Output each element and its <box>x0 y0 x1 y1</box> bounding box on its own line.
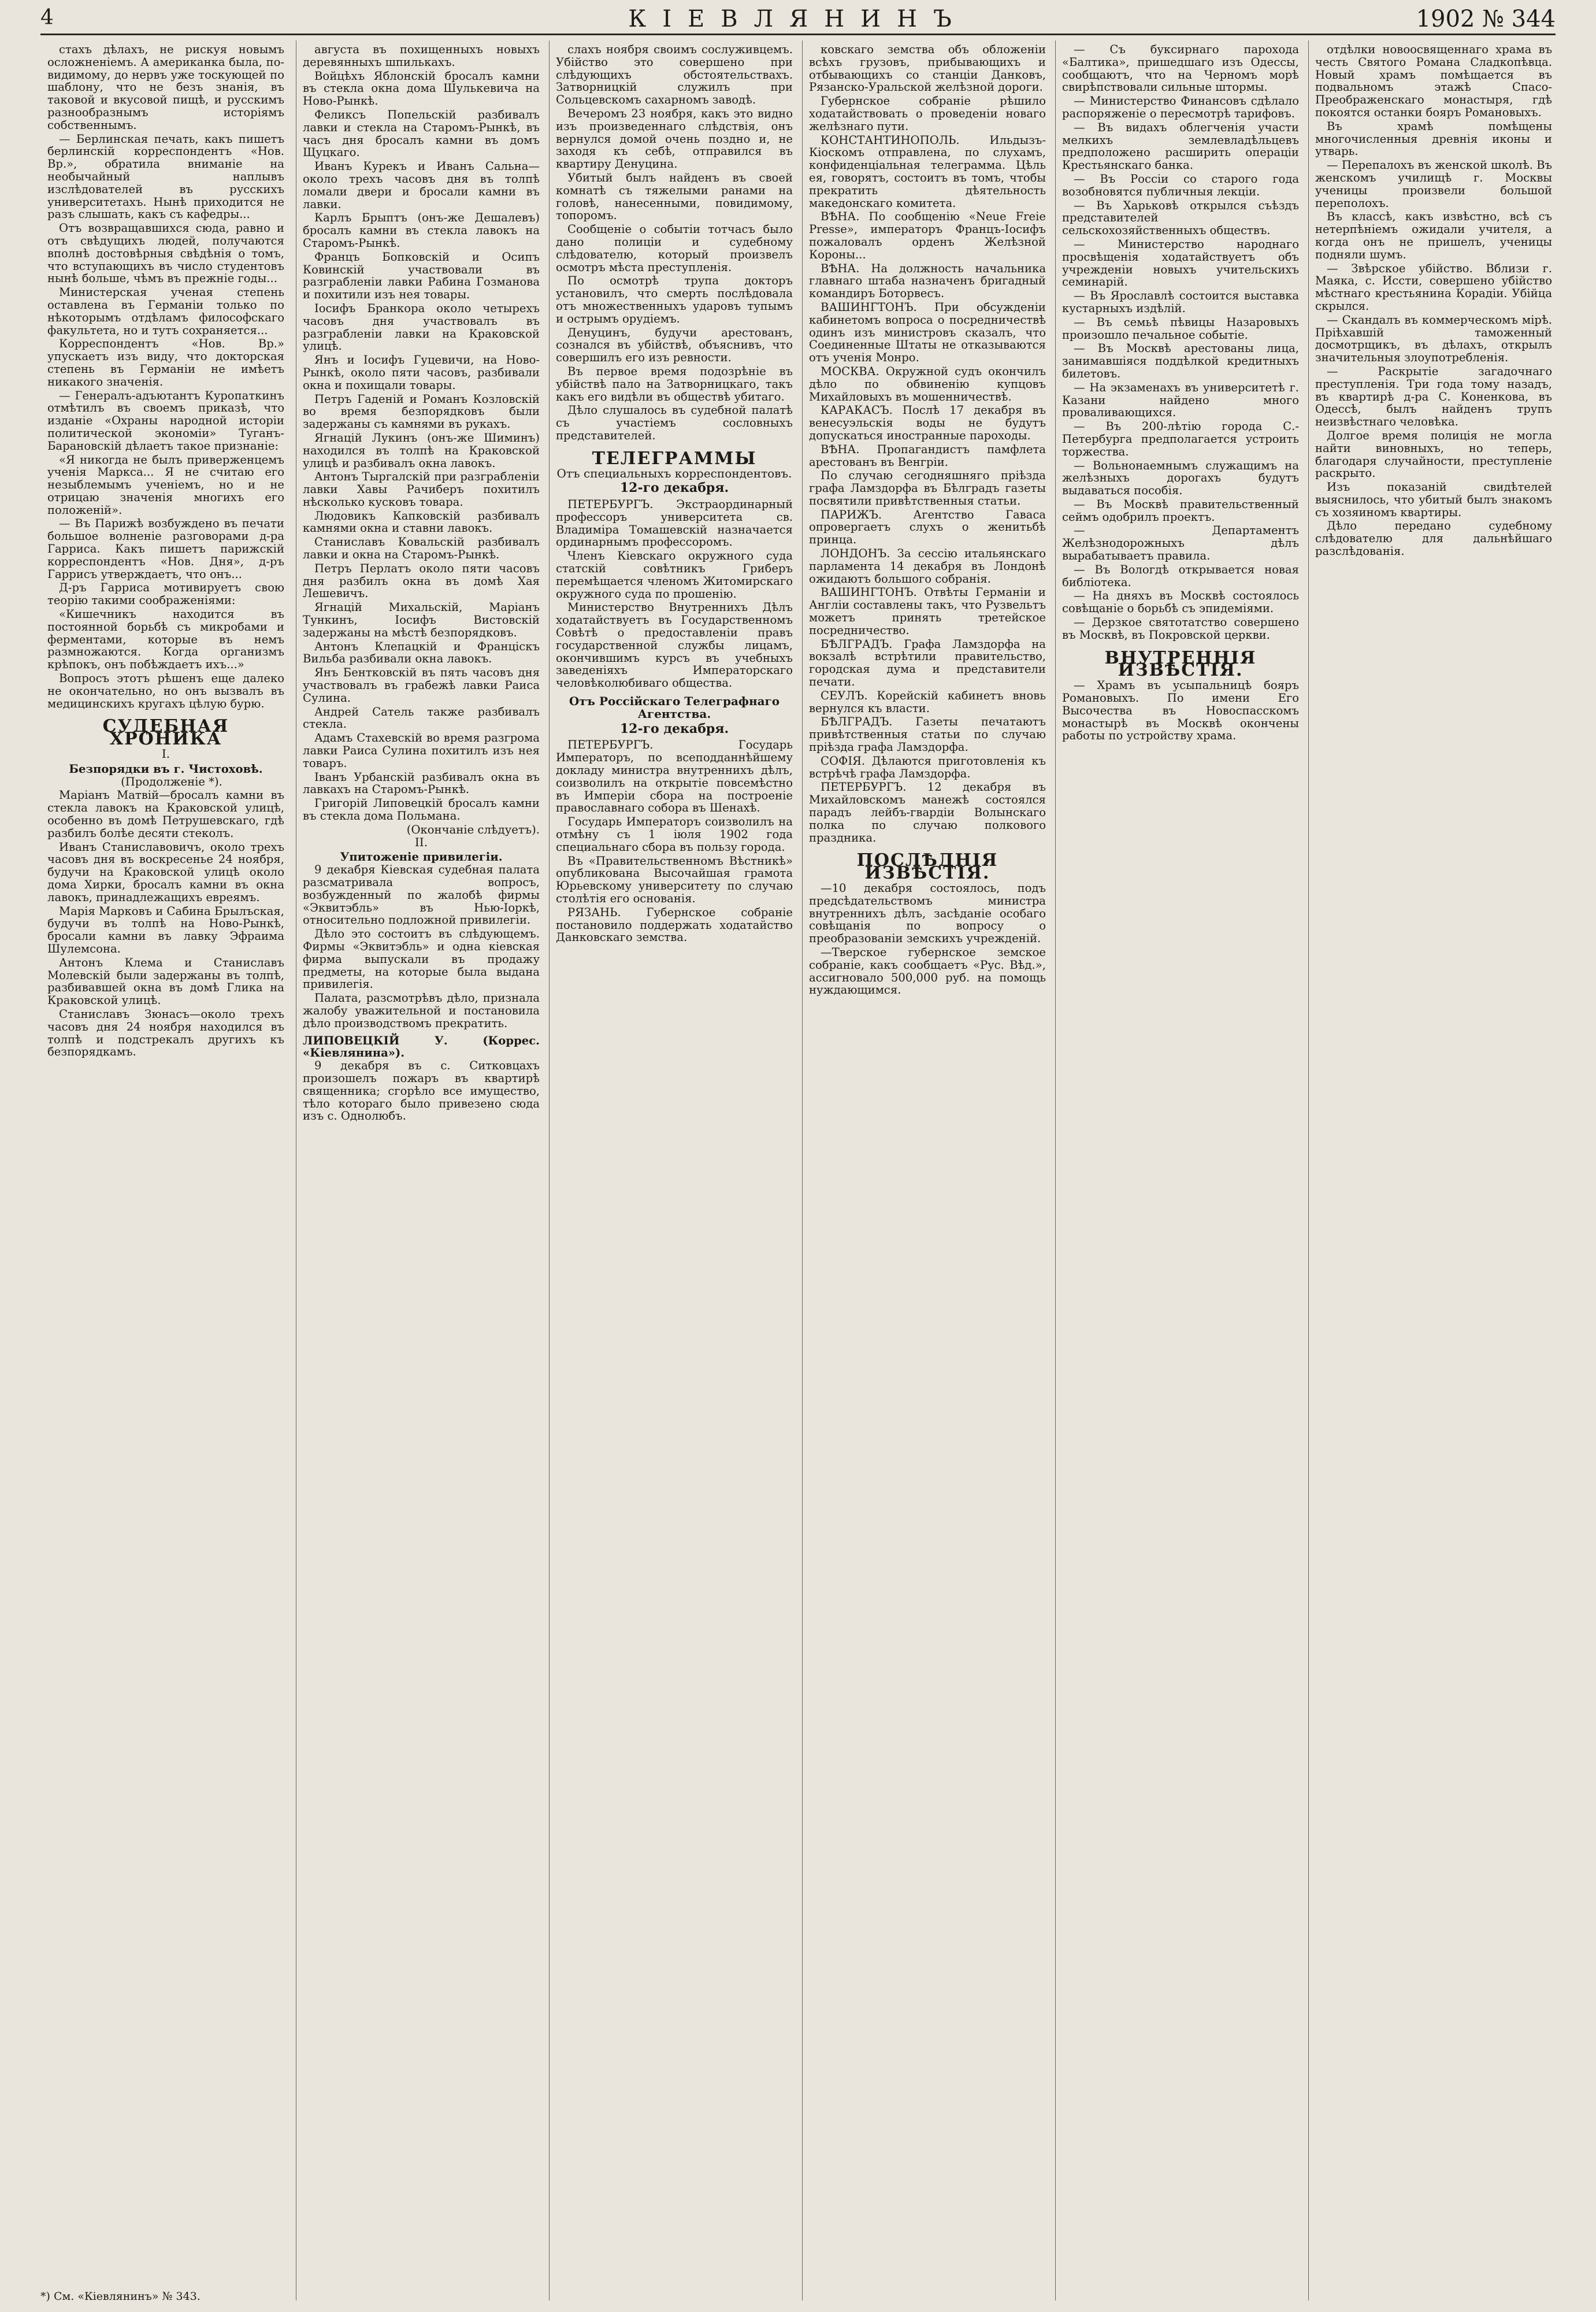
article-paragraph: Иванъ Курекъ и Иванъ Сальна—около трехъ часовъ дня въ толпѣ ломали двери и бросали камни въ лавки. <box>303 160 540 211</box>
article-paragraph: Людовикъ Капковскій разбивалъ камнями окна и ставни лавокъ. <box>303 509 540 535</box>
agency-title: Отъ Россійскаго Телеграфнаго Агентства. <box>569 694 780 721</box>
article-paragraph: — Въ 200-лѣтію города С.-Петербурга предполагается устроить торжества. <box>1062 420 1299 458</box>
section-title: ПОСЛѢДНІЯ ИЗВѢСТІЯ. <box>856 850 999 884</box>
article-paragraph: Петръ Перлатъ около пяти часовъ дня разбилъ окна въ домѣ Хая Лешевичъ. <box>303 561 540 601</box>
column-divider <box>1055 40 1056 2300</box>
article-paragraph: МОСКВА. Окружной судъ окончилъ дѣло по обвиненію купцовъ Михайловыхъ въ мошенничествѣ. <box>809 364 1046 403</box>
page-number: 4 <box>40 6 54 29</box>
continuation-note: (Окончаніе слѣдуетъ). <box>406 822 540 836</box>
article-paragraph: (Продолженіе *). <box>121 775 222 788</box>
article-paragraph: 9 декабря въ с. Ситковцахъ произошелъ пожаръ въ квартирѣ священника; сгорѣло все имущество, тѣло котораго было привезено сюда изъ с. Однолюбъ. <box>303 1059 540 1123</box>
article-paragraph: — Министерство народнаго просвѣщенія ходатайствуетъ объ учрежденіи новыхъ учительскихъ семинарій. <box>1062 237 1299 289</box>
article-paragraph: — Департаментъ Желѣзнодорожныхъ дѣлъ вырабатываетъ правила. <box>1062 524 1299 563</box>
article-paragraph: Министерство Внутреннихъ Дѣлъ ходатайствуетъ въ Государственномъ Совѣтѣ о предоставленіи правъ государственной службы лицамъ, окончившимъ курсъ въ учебныхъ заведеніяхъ Императорскаго человѣколюбиваго общества. <box>556 601 793 690</box>
article-paragraph: — На экзаменахъ въ университетѣ г. Казани найдено много проваливающихся. <box>1062 380 1299 420</box>
section-heading: Упитоженіе привилегіи. <box>340 850 503 864</box>
section-heading: Безпорядки въ г. Чистоховѣ. <box>69 762 263 776</box>
article-paragraph: ВѢНА. По сообщенію «Neue Freie Presse», императоръ Францъ-Іосифъ пожаловалъ орденъ Желѣзной Короны... <box>809 210 1046 261</box>
article-paragraph: Денуцинъ, будучи арестованъ, сознался въ убійствѣ, объяснивъ, что совершилъ его изъ ревности. <box>556 325 793 365</box>
article-paragraph: Корреспондентъ «Нов. Вр.» упускаетъ изъ виду, что докторская степень въ Германіи не имѣетъ никакого значенія. <box>47 337 284 388</box>
article-paragraph: Адамъ Стахевскій во время разгрома лавки Раиса Сулина похитилъ изъ нея товаръ. <box>303 731 540 770</box>
article-paragraph: ВѢНА. На должность начальника главнаго штаба назначенъ бригадный командиръ Боторвесъ. <box>809 261 1046 301</box>
article-paragraph: ЛОНДОНЪ. За сессію итальянскаго парламента 14 декабря въ Лондонѣ ожидаютъ большого собранія. <box>809 547 1046 586</box>
article-paragraph: августа въ похищенныхъ новыхъ деревянныхъ шпилькахъ. <box>303 43 540 69</box>
article-paragraph: Вопросъ этотъ рѣшенъ еще далеко не окончательно, но онъ вызвалъ въ медицинскихъ кругахъ цѣлую бурю. <box>47 672 284 710</box>
article-paragraph: Дѣло передано судебному слѣдователю для дальнѣйшаго разслѣдованія. <box>1315 519 1552 558</box>
article-paragraph: Вечеромъ 23 ноября, какъ это видно изъ произведеннаго слѣдствія, онъ вернулся домой очень поздно и, не заходя къ себѣ, отправился въ квартиру Денуцина. <box>556 106 793 171</box>
article-paragraph: — Съ буксирнаго парохода «Балтика», пришедшаго изъ Одессы, сообщаютъ, что на Черномъ морѣ свирѣпствовали сильные штормы. <box>1062 43 1299 94</box>
article-paragraph: — Перепалохъ въ женской школѣ. Въ женскомъ училищѣ г. Москвы ученицы произвели большой переполохъ. <box>1315 158 1552 210</box>
article-paragraph: Въ храмѣ помѣщены многочисленныя древнія иконы и утварь. <box>1315 119 1552 158</box>
article-paragraph: Дѣло это состоитъ въ слѣдующемъ. Фирмы «Эквитэбль» и одна кіевская фирма выпускали въ продажу предметы, на которые была выдана привилегія. <box>303 927 540 991</box>
article-paragraph: Въ классѣ, какъ извѣстно, всѣ съ нетерпѣніемъ ожидали учителя, а когда онъ не пришелъ, ученицы подняли шумъ. <box>1315 210 1552 261</box>
article-paragraph: ВѢНА. Пропагандистъ памфлета арестованъ въ Венгріи. <box>809 442 1046 469</box>
article-paragraph: Станиславъ Ковальскій разбивалъ лавки и окна на Старомъ-Рынкѣ. <box>303 535 540 562</box>
article-paragraph: — Въ семьѣ пѣвицы Назаровыхъ произошло печальное событіе. <box>1062 315 1299 342</box>
article-paragraph: Въ «Правительственномъ Вѣстникѣ» опубликована Высочайшая грамота Юрьевскому университету по случаю столѣтія его основанія. <box>556 854 793 905</box>
article-paragraph: — Скандалъ въ коммерческомъ мірѣ. Пріѣхавшій таможенный досмотрщикъ, въ дѣлахъ, открылъ значительныя злоупотребленія. <box>1315 313 1552 365</box>
article-paragraph: ковскаго земства объ обложеніи всѣхъ грузовъ, прибывающихъ и отбывающихъ со станціи Данковъ, Рязанско-Уральской желѣзной дороги. <box>809 43 1046 94</box>
article-paragraph: — Раскрытіе загадочнаго преступленія. Три года тому назадъ, въ квартирѣ д-ра С. Коненкова, въ Одессѣ, былъ найденъ трупъ неизвѣстнаго человѣка. <box>1315 364 1552 429</box>
article-paragraph: — Въ Харьковѣ открылся съѣздъ представителей сельскохозяйственныхъ обществъ. <box>1062 198 1299 238</box>
newspaper-title: КІЕВЛЯНИНЪ <box>628 6 968 32</box>
article-paragraph: ПЕТЕРБУРГЪ. Государь Императоръ, по всеподданнѣйшему докладу министра внутреннихъ дѣлъ, соизволилъ на открытіе повсемѣстно въ Имперіи сбора на построеніе православнаго собора въ Шенахѣ. <box>556 738 793 815</box>
article-paragraph: Іосифъ Бранкора около четырехъ часовъ дня участвовалъ въ разграбленіи лавки на Краковской улицѣ. <box>303 301 540 353</box>
article-paragraph: Изъ показаній свидѣтелей выяснилось, что убитый былъ знакомъ съ хозяиномъ квартиры. <box>1315 480 1552 519</box>
header-rule <box>40 34 1556 35</box>
article-paragraph: Д-ръ Гарриса мотивируетъ свою теорію такими соображеніями: <box>47 581 284 607</box>
column-1 <box>47 43 284 2298</box>
article-paragraph: — На дняхъ въ Москвѣ состоялось совѣщаніе о борьбѣ съ эпидеміями. <box>1062 589 1299 616</box>
article-paragraph: СОФІЯ. Дѣлаются приготовленія къ встрѣчѣ графа Ламздорфа. <box>809 754 1046 780</box>
section-title: ВНУТРЕННІЯ ИЗВѢСТІЯ. <box>1104 647 1257 681</box>
article-paragraph: Долгое время полиція не могла найти виновныхъ, но теперь, благодаря случайности, преступленіе раскрыто. <box>1315 428 1552 480</box>
article-paragraph: — Вольнонаемнымъ служащимъ на желѣзныхъ дорогахъ будутъ выдаваться пособія. <box>1062 458 1299 498</box>
column-divider <box>802 40 803 2300</box>
article-paragraph: «Я никогда не былъ приверженцемъ ученія Маркса... Я не считаю его незыблемымъ ученіемъ, но и не отрицаю значенія многихъ его положеній». <box>47 453 284 517</box>
section-date: 12-го декабря. <box>619 480 729 496</box>
article-paragraph: —10 декабря состоялось, подъ предсѣдательствомъ министра внутреннихъ дѣлъ, засѣданіе особаго совѣщанія по вопросу о преобразованіи земскихъ учрежденій. <box>809 881 1046 946</box>
article-paragraph: По случаю сегодняшняго пріѣзда графа Ламздорфа въ Бѣлградъ газеты посвятили привѣтственныя статьи. <box>809 469 1046 507</box>
article-paragraph: — Дерзкое святотатство совершено въ Москвѣ, въ Покровской церкви. <box>1062 616 1299 642</box>
issue-number: 1902 № 344 <box>1416 6 1556 32</box>
article-paragraph: ПАРИЖЪ. Агентство Гаваса опровергаетъ слухъ о женитьбѣ принца. <box>809 507 1046 547</box>
section-title: ТЕЛЕГРАММЫ <box>592 448 757 469</box>
article-paragraph: — Въ Ярославлѣ состоится выставка кустарныхъ издѣлій. <box>1062 289 1299 315</box>
article-paragraph: КАРАКАСЪ. Послѣ 17 декабря въ венесуэльскія воды не будутъ допускаться иностранные пароходы. <box>809 403 1046 442</box>
article-paragraph: Антонъ Клепацкій и Франціскъ Вильба разбивали окна лавокъ. <box>303 639 540 666</box>
article-paragraph: Антонъ Тыргалскій при разграбленіи лавки Хавы Рачиберъ похитилъ нѣсколько кусковъ товара. <box>303 470 540 509</box>
correspondence-heading: ЛИПОВЕЦКІЙ У. (Коррес. «Кіевлянина»). <box>303 1033 540 1060</box>
article-paragraph: Григорій Липовецкій бросалъ камни въ стекла дома Польмана. <box>303 796 540 823</box>
article-paragraph: Антонъ Клема и Станиславъ Молевскій были задержаны въ толпѣ, разбивавшей окна въ домѣ Глика на Краковской улицѣ. <box>47 955 284 1007</box>
article-paragraph: слахъ ноября своимъ сослуживцемъ. Убійство это совершено при слѣдующихъ обстоятельствахъ. Затворницкій служилъ при Сольцевскомъ сахарномъ заводѣ. <box>556 43 793 107</box>
article-paragraph: Янъ Бентковскій въ пять часовъ дня участвовалъ въ грабежѣ лавки Раиса Сулина. <box>303 666 540 705</box>
article-paragraph: отдѣлки новоосвященнаго храма въ честь Святого Романа Сладкопѣвца. Новый храмъ помѣщается въ подвальномъ этажѣ Спасо-Преображенскаго монастыря, гдѣ покоятся останки бояръ Романовыхъ. <box>1315 43 1552 119</box>
article-paragraph: Членъ Кіевскаго окружного суда статскій совѣтникъ Гриберъ перемѣщается членомъ Житомирскаго окружного суда по прошенію. <box>556 549 793 601</box>
article-paragraph: ВАШИНГТОНЪ. При обсужденіи кабинетомъ вопроса о посредничествѣ одинъ изъ министровъ сказалъ, что Соединенные Штаты не отказываются отъ ученія Монро. <box>809 300 1046 365</box>
section-number: I. <box>161 747 170 761</box>
article-paragraph: — Министерство Финансовъ сдѣлало распоряженіе о пересмотрѣ тарифовъ. <box>1062 94 1299 120</box>
article-paragraph: — Въ видахъ облегченія участи мелкихъ землевладѣльцевъ предположено расширить операціи Крестьянскаго банка. <box>1062 120 1299 172</box>
article-paragraph: Ягнацій Лукинъ (онъ-же Шиминъ) находился въ толпѣ на Краковской улицѣ и разбивалъ окна лавокъ. <box>303 431 540 470</box>
section-title: СУДЕБНАЯ ХРОНИКА <box>102 716 229 750</box>
article-paragraph: — Въ Москвѣ арестованы лица, занимавшіяся поддѣлкой кредитныхъ билетовъ. <box>1062 342 1299 380</box>
footnote: *) См. «Кіевлянинъ» № 343. <box>40 2290 201 2303</box>
article-paragraph: Войцѣхъ Яблонскій бросалъ камни въ стекла окна дома Шулькевича на Ново-Рынкѣ. <box>303 69 540 108</box>
column-5 <box>1062 43 1299 2298</box>
article-paragraph: Сообщеніе о событіи тотчасъ было дано полиціи и судебному слѣдователю, который произвелъ осмотръ мѣста преступленія. <box>556 223 793 274</box>
article-paragraph: ВАШИНГТОНЪ. Отвѣты Германіи и Англіи составлены такъ, что Рузвельтъ можетъ принять третейское посредничество. <box>809 586 1046 637</box>
column-divider <box>549 40 550 2300</box>
article-paragraph: — Звѣрское убійство. Вблизи г. Маяка, с. Иссти, совершено убійство мѣстнаго крестьянина Корадіи. Убійца скрылся. <box>1315 261 1552 313</box>
section-number: II. <box>414 835 428 849</box>
article-paragraph: — Храмъ въ усыпальницѣ бояръ Романовыхъ. По имени Его Высочества въ Новоспасскомъ монастырѣ въ Москвѣ окончены работы по устройству храма. <box>1062 679 1299 743</box>
article-paragraph: — Берлинская печать, какъ пишетъ берлинскій корреспондентъ «Нов. Вр.», обратила вниманіе на необычайный наплывъ изслѣдователей въ русскихъ университетахъ. Нынѣ приходится не разъ слышать, какъ съ кафедры... <box>47 132 284 221</box>
article-paragraph: Петръ Гаденій и Романъ Козловскій во время безпорядковъ были задержаны съ камнями въ рукахъ. <box>303 392 540 431</box>
agency-date: 12-го декабря. <box>619 721 729 736</box>
article-paragraph: Дѣло слушалось въ судебной палатѣ съ участіемъ сословныхъ представителей. <box>556 403 793 442</box>
column-6 <box>1315 43 1552 2298</box>
article-paragraph: БѢЛГРАДЪ. Графа Ламздорфа на вокзалѣ встрѣтили правительство, городская дума и представители печати. <box>809 637 1046 689</box>
article-paragraph: стахъ дѣлахъ, не рискуя новымъ осложненіемъ. А американка была, по-видимому, до нервъ уже тоскующей по шаблону, что не безъ знанія, въ таковой и вкусовой пищѣ, и русскимъ разнообразнымъ исторіямъ собственнымъ. <box>47 43 284 132</box>
page-header <box>40 6 1556 35</box>
article-paragraph: КОНСТАНТИНОПОЛЬ. Ильдызъ-Кіоскомъ отправлена, по слухамъ, конфиденціальная телеграмма. Цѣль ея, говорятъ, состоитъ въ томъ, чтобы прекратить дѣятельность македонскаго комитета. <box>809 133 1046 210</box>
article-paragraph: «Кишечникъ находится въ постоянной борьбѣ съ микробами и ферментами, которые въ немъ размножаются. Когда организмъ крѣпокъ, онъ побѣждаетъ ихъ...» <box>47 607 284 672</box>
article-paragraph: Государь Императоръ соизволилъ на отмѣну съ 1 іюля 1902 года специальнаго сбора въ пользу города. <box>556 815 793 854</box>
article-paragraph: Янъ и Іосифъ Гуцевичи, на Ново-Рынкѣ, около пяти часовъ, разбивали окна и похищали товары. <box>303 353 540 392</box>
article-paragraph: Въ первое время подозрѣніе въ убійствѣ пало на Затворницкаго, такъ какъ его видѣли въ обществѣ убитаго. <box>556 364 793 403</box>
article-paragraph: ПЕТЕРБУРГЪ. Экстраординарный профессоръ университета св. Владиміра Томашевскій назначается ординарнымъ профессоромъ. <box>556 498 793 549</box>
article-paragraph: Убитый былъ найденъ въ своей комнатѣ съ тяжелыми ранами на головѣ, нанесенными, повидимому, топоромъ. <box>556 171 793 223</box>
article-paragraph: Губернское собраніе рѣшило ходатайствовать о проведеніи новаго желѣзнаго пути. <box>809 94 1046 133</box>
column-3 <box>556 43 793 2298</box>
column-divider <box>1308 40 1309 2300</box>
article-paragraph: Отъ возвращавшихся сюда, равно и отъ свѣдущихъ людей, получаются вполнѣ достовѣрныя свѣдѣнія о томъ, что вступающихъ въ число студентовъ нынѣ больше, чѣмъ въ прежніе годы... <box>47 221 284 286</box>
article-paragraph: —Тверское губернское земское собраніе, какъ сообщаетъ «Рус. Вѣд.», ассигновало 500,000 руб. на помощь нуждающимся. <box>809 945 1046 997</box>
article-paragraph: Палата, разсмотрѣвъ дѣло, признала жалобу уважительной и постановила дѣло производствомъ прекратить. <box>303 991 540 1030</box>
article-paragraph: — Въ Москвѣ правительственный сеймъ одобрилъ проектъ. <box>1062 497 1299 524</box>
article-paragraph: РЯЗАНЬ. Губернское собраніе постановило поддержать ходатайство Данковскаго земства. <box>556 905 793 944</box>
article-paragraph: — Генералъ-адъютантъ Куропаткинъ отмѣтилъ въ своемъ приказѣ, что изданіе «Охраны народной исторіи политической экономіи» Туганъ-Барановскій дѣлаетъ такое признаніе: <box>47 388 284 453</box>
article-paragraph: Министерская ученая степень оставлена въ Германіи только по нѣкоторымъ отдѣламъ философскаго факультета, но и тутъ сохраняется... <box>47 286 284 337</box>
article-paragraph: СЕУЛЪ. Корейскій кабинетъ вновь вернулся къ власти. <box>809 688 1046 715</box>
article-paragraph: Маріанъ Матвій—бросалъ камни въ стекла лавокъ на Краковской улицѣ, особенно въ домѣ Петрушевскаго, гдѣ разбилъ болѣе десяти стеколъ. <box>47 788 284 840</box>
article-paragraph: БѢЛГРАДЪ. Газеты печатаютъ привѣтственныя статьи по случаю пріѣзда графа Ламздорфа. <box>809 715 1046 754</box>
article-paragraph: Марія Марковъ и Сабина Брылъская, будучи въ толпѣ на Ново-Рынкѣ, бросали камни въ лавку Эфраима Шулемсона. <box>47 904 284 955</box>
article-paragraph: — Въ Вологдѣ открывается новая библіотека. <box>1062 562 1299 589</box>
article-paragraph: Францъ Бопковскій и Осипъ Ковинскій участвовали въ разграбленіи лавки Рабина Гозманова и похитили изъ нея товары. <box>303 250 540 302</box>
article-paragraph: — Въ Россіи со старого года возобновятся публичныя лекціи. <box>1062 172 1299 198</box>
article-paragraph: Андрей Сатель также разбивалъ стекла. <box>303 705 540 731</box>
article-paragraph: ПЕТЕРБУРГЪ. 12 декабря въ Михайловскомъ манежѣ состоялся парадъ лейбъ-гвардіи Волынскаго полка по случаю полкового праздника. <box>809 780 1046 844</box>
section-subtitle: Отъ специальныхъ корреспондентовъ. <box>556 466 792 480</box>
column-2 <box>303 43 540 2298</box>
article-paragraph: Иванъ Станиславовичъ, около трехъ часовъ дня въ воскресенье 24 ноября, будучи на Краковской улицѣ около дома Хирки, бросалъ камни въ окна лавокъ, принадлежащихъ евреямъ. <box>47 840 284 904</box>
article-paragraph: 9 декабря Кіевская судебная палата разсматривала вопросъ, возбужденный по жалобѣ фирмы «Эквитэбль» въ Нью-Іоркѣ, относительно подложной привилегіи. <box>303 863 540 927</box>
article-paragraph: — Въ Парижѣ возбуждено въ печати большое волненіе разговорами д-ра Гарриса. Какъ пишетъ парижскій корреспондентъ «Нов. Дня», д-ръ Гаррисъ утверждаетъ, что онъ... <box>47 517 284 581</box>
article-paragraph: Карлъ Брыптъ (онъ-же Дешалевъ) бросалъ камни въ стекла лавокъ на Старомъ-Рынкѣ. <box>303 211 540 250</box>
article-paragraph: Станиславъ Зюнасъ—около трехъ часовъ дня 24 ноября находился въ толпѣ и подстрекалъ другихъ къ безпорядкамъ. <box>47 1007 284 1059</box>
article-paragraph: По осмотрѣ трупа докторъ установилъ, что смерть послѣдовала отъ множественныхъ ударовъ тупымъ и острымъ орудіемъ. <box>556 274 793 325</box>
column-4 <box>809 43 1046 2298</box>
article-paragraph: Іванъ Урбанскій разбивалъ окна въ лавкахъ на Старомъ-Рынкѣ. <box>303 770 540 796</box>
article-paragraph: Ягнацій Михальскій, Маріанъ Тункинъ, Іосифъ Вистовскій задержаны на мѣстѣ безпорядковъ. <box>303 601 540 639</box>
article-paragraph: Феликсъ Попельскій разбивалъ лавки и стекла на Старомъ-Рынкѣ, въ часъ дня бросалъ камни въ домъ Щуцкаго. <box>303 108 540 160</box>
